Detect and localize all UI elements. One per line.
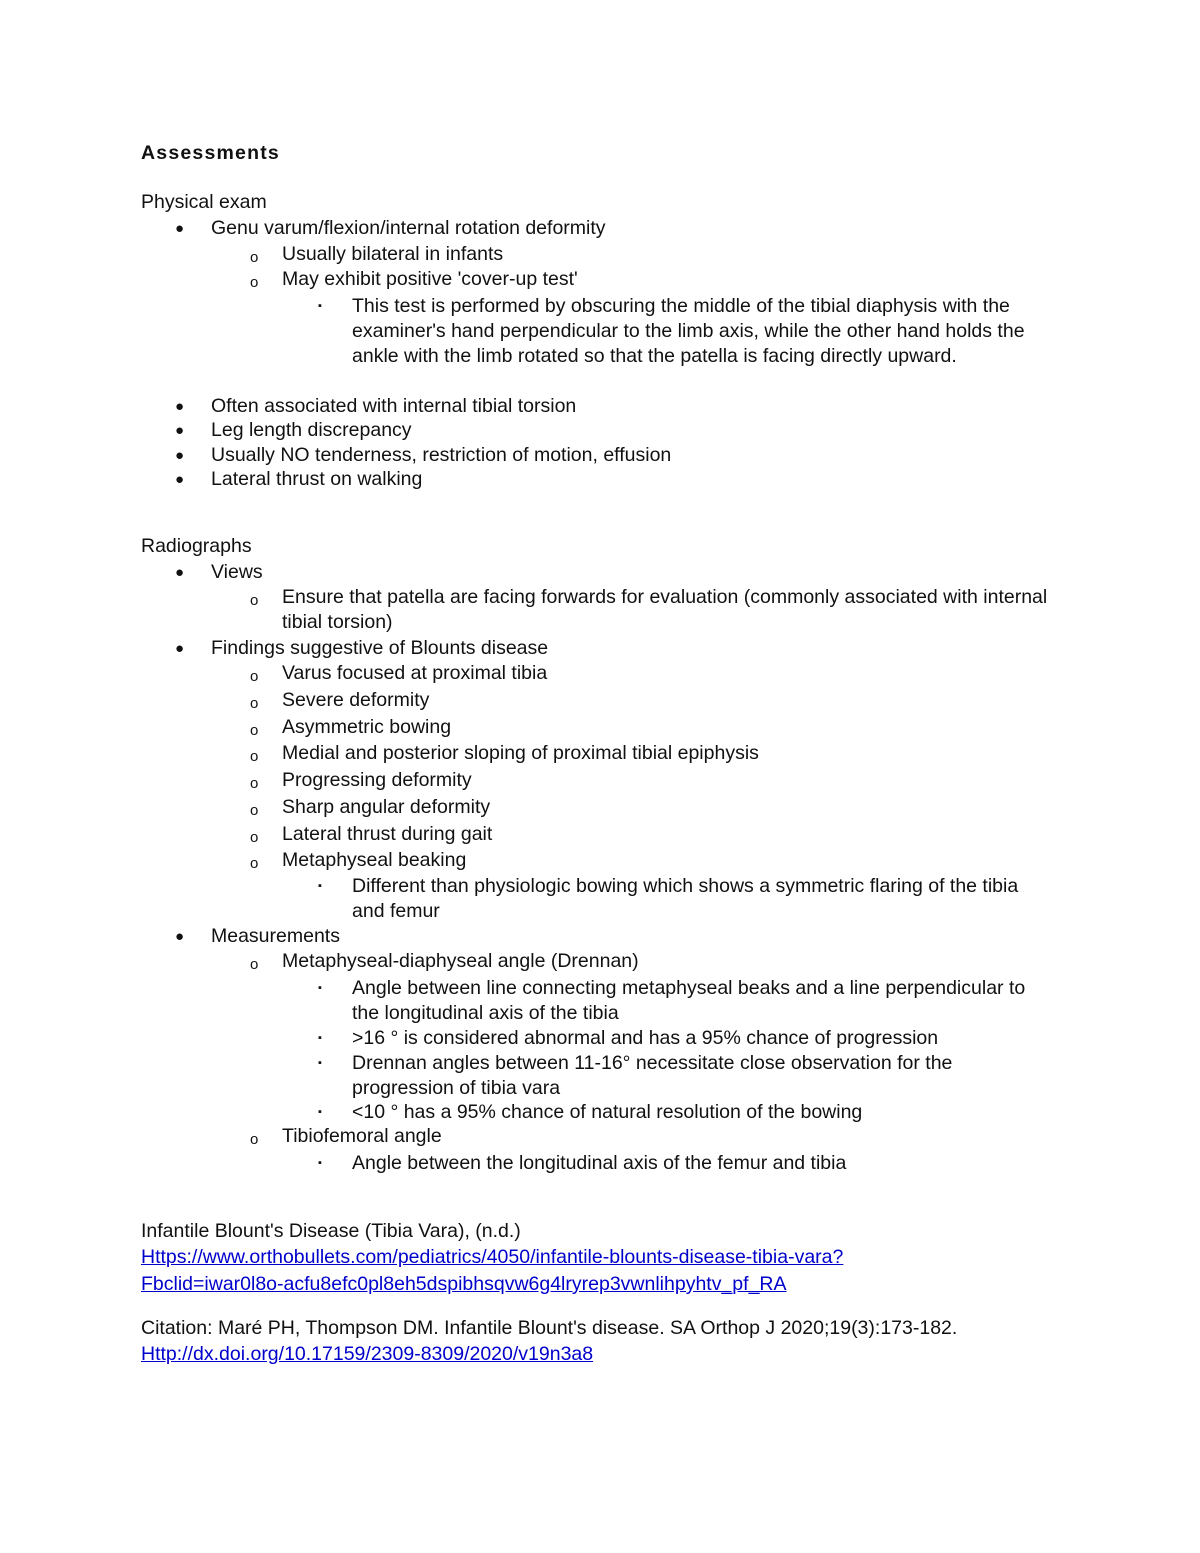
- circle-bullet-icon: o: [250, 592, 259, 609]
- list-item: ▪ Angle between line connecting metaphyseal beaks and a line perpendicular to the longitudinal axis of the tibia: [318, 977, 1026, 1024]
- circle-bullet-icon: o: [250, 956, 259, 973]
- citation-text: Citation: Maré PH, Thompson DM. Infantile Blount's disease. SA Orthop J 2020;19(3):173-182.: [141, 1317, 958, 1339]
- reference-source-title: Infantile Blount's Disease (Tibia Vara), (n.d.): [141, 1220, 521, 1242]
- list-item: o Asymmetric bowing: [282, 715, 1072, 740]
- list-item: ● Lateral thrust on walking: [175, 468, 423, 490]
- reference-source-link[interactable]: Https://www.orthobullets.com/pediatrics/4050/infantile-blounts-disease-tibia-vara?: [141, 1246, 844, 1268]
- circle-bullet-icon: o: [250, 722, 259, 739]
- list-item: o May exhibit positive 'cover-up test': [282, 267, 1072, 292]
- list-item: o Progressing deformity: [282, 768, 1072, 793]
- square-bullet-icon: ▪: [318, 982, 322, 994]
- list-item: ● Leg length discrepancy: [175, 419, 412, 441]
- circle-bullet-icon: o: [250, 274, 259, 291]
- circle-bullet-icon: o: [250, 829, 259, 846]
- circle-bullet-icon: o: [250, 802, 259, 819]
- list-item: ● Genu varum/flexion/internal rotation deformity: [175, 217, 606, 239]
- bullet-icon: ●: [175, 640, 185, 657]
- doi-link[interactable]: Http://dx.doi.org/10.17159/2309-8309/2020/v19n3a8: [141, 1343, 594, 1365]
- square-bullet-icon: ▪: [318, 1106, 322, 1118]
- physical-exam-label: Physical exam: [141, 191, 267, 213]
- page-heading: Assessments: [141, 142, 280, 164]
- list-item: o Ensure that patella are facing forwards for evaluation (commonly associated with internal tibial torsion): [250, 586, 1048, 633]
- list-item: ● Usually NO tenderness, restriction of motion, effusion: [175, 444, 672, 466]
- list-item: o Medial and posterior sloping of proximal tibial epiphysis: [282, 741, 1072, 766]
- list-item: o Varus focused at proximal tibia: [282, 661, 1072, 686]
- bullet-icon: ●: [175, 564, 185, 581]
- list-item: o Lateral thrust during gait: [282, 822, 1072, 847]
- list-item: ● Views: [175, 561, 263, 583]
- bullet-icon: ●: [175, 398, 185, 415]
- circle-bullet-icon: o: [250, 249, 259, 266]
- list-item: ● Often associated with internal tibial torsion: [175, 395, 577, 417]
- list-item: ● Findings suggestive of Blounts disease: [175, 637, 549, 659]
- circle-bullet-icon: o: [250, 1131, 259, 1148]
- list-item: o Metaphyseal-diaphyseal angle (Drennan): [282, 949, 1072, 974]
- square-bullet-icon: ▪: [318, 1032, 322, 1044]
- bullet-icon: ●: [175, 220, 185, 237]
- bullet-icon: ●: [175, 422, 185, 439]
- list-item: o Tibiofemoral angle: [282, 1124, 1072, 1149]
- list-item: ▪ Angle between the longitudinal axis of the femur and tibia: [318, 1152, 847, 1174]
- circle-bullet-icon: o: [250, 775, 259, 792]
- list-item: o Metaphyseal beaking: [282, 848, 1072, 873]
- list-item: o Usually bilateral in infants: [282, 242, 1072, 267]
- square-bullet-icon: ▪: [318, 300, 322, 312]
- list-item: ● Measurements: [175, 925, 340, 947]
- bullet-icon: ●: [175, 471, 185, 488]
- square-bullet-icon: ▪: [318, 1057, 322, 1069]
- circle-bullet-icon: o: [250, 748, 259, 765]
- list-item: ▪ This test is performed by obscuring the middle of the tibial diaphysis with the examiner's hand perpendicular to the limb axis, while the other hand holds the ankle with the limb rotated so that the patella is facing directly upward.: [318, 295, 1025, 367]
- circle-bullet-icon: o: [250, 695, 259, 712]
- square-bullet-icon: ▪: [318, 880, 322, 892]
- reference-source-link-continued[interactable]: Fbclid=iwar0l8o-acfu8efc0pl8eh5dspibhsqvw6g4lryrep3vwnlihpyhtv_pf_RA: [141, 1273, 787, 1295]
- list-item: ▪ Drennan angles between 11-16° necessitate close observation for the progression of tibia vara: [318, 1052, 953, 1099]
- radiographs-label: Radiographs: [141, 535, 252, 557]
- bullet-icon: ●: [175, 447, 185, 464]
- list-item: ▪ Different than physiologic bowing which shows a symmetric flaring of the tibia and femur: [318, 875, 1019, 922]
- square-bullet-icon: ▪: [318, 1157, 322, 1169]
- circle-bullet-icon: o: [250, 855, 259, 872]
- list-item: ▪ >16 ° is considered abnormal and has a 95% chance of progression: [318, 1027, 939, 1049]
- list-item: o Sharp angular deformity: [282, 795, 1072, 820]
- list-item: o Severe deformity: [282, 688, 1072, 713]
- circle-bullet-icon: o: [250, 668, 259, 685]
- list-item: ▪ <10 ° has a 95% chance of natural resolution of the bowing: [318, 1101, 863, 1123]
- bullet-icon: ●: [175, 928, 185, 945]
